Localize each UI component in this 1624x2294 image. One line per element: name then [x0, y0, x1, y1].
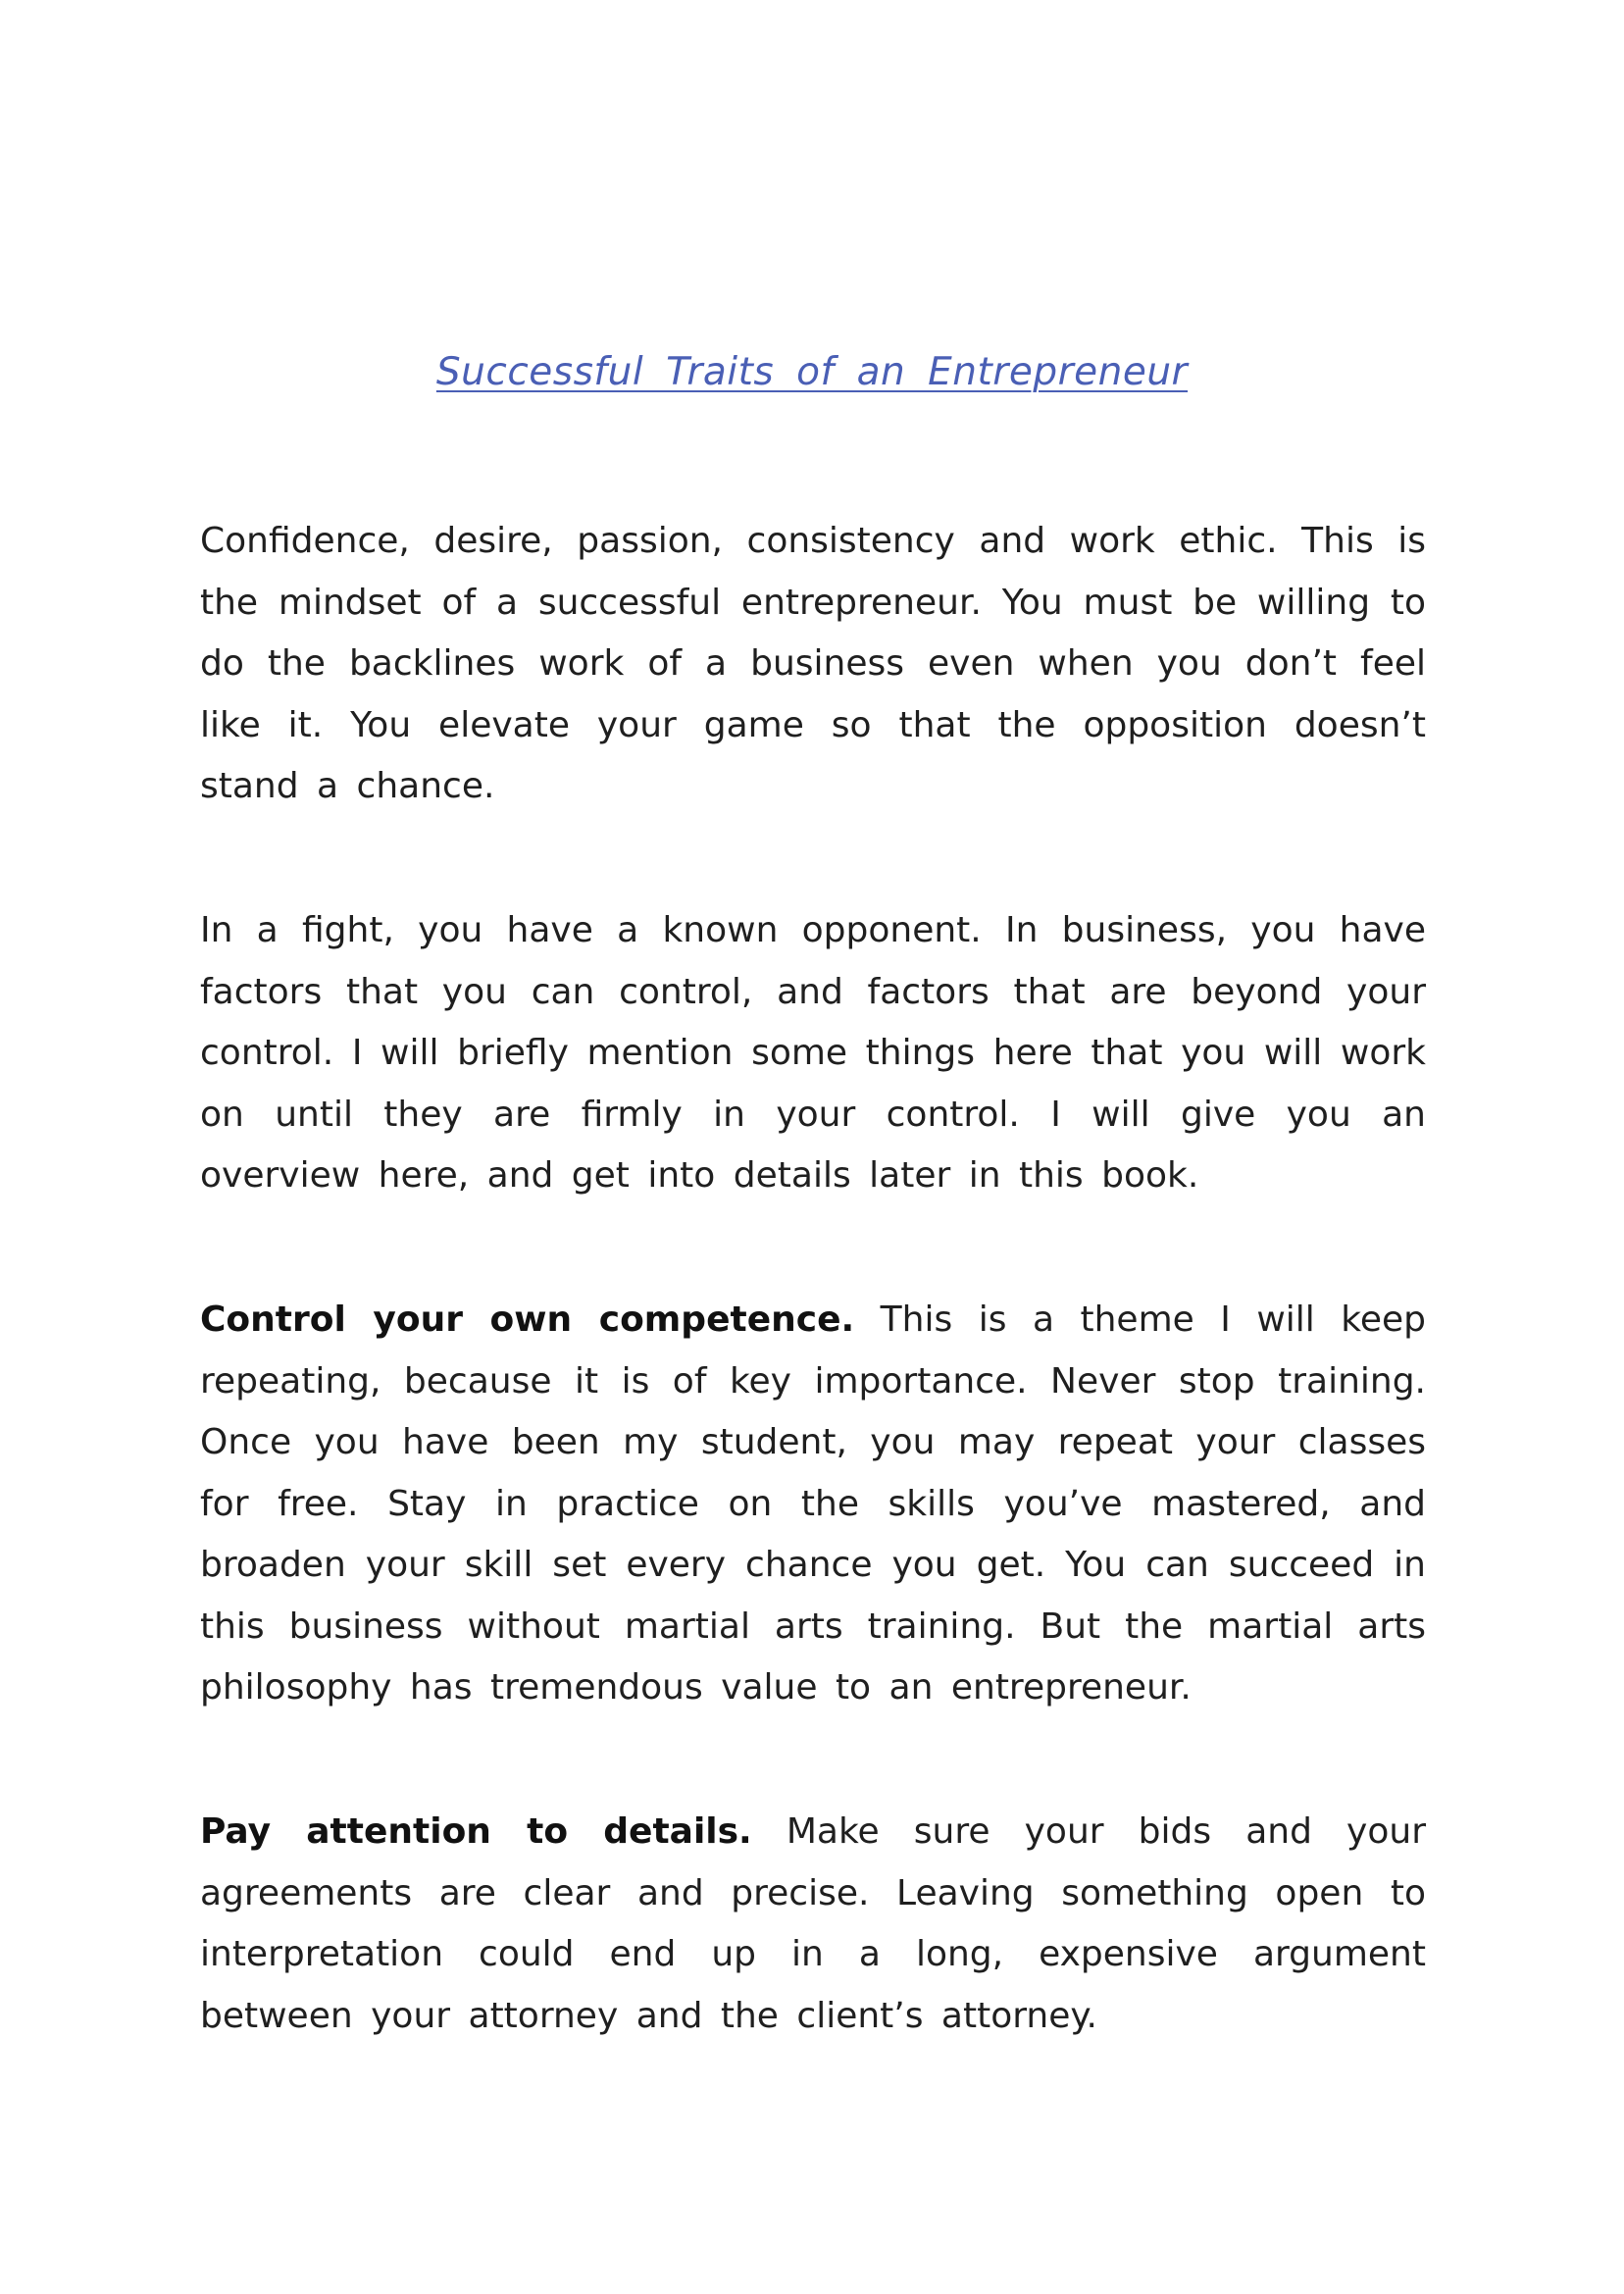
paragraph-lead: Pay attention to details. [200, 1811, 752, 1852]
paragraph-details [200, 1802, 1426, 2047]
paragraph-text: This is a theme I will keep repeating, because it is of key importance. Never stop training. Once you have been my student, you may repeat your classes for free. Stay in practice on the skills you’ve mastered, and broaden your skill set every chance you get. You can succeed in this business without martial arts training. But the martial arts philosophy has tremendous value to an entrepreneur. [200, 1300, 1427, 1708]
paragraph-mindset [200, 511, 1426, 818]
paragraph-lead: Control your own competence. [200, 1300, 855, 1340]
document-title: Successful Traits of an Entrepreneur [435, 350, 1189, 394]
paragraph-text: In a fight, you have a known opponent. In business, you have factors that you can control, and factors that are beyond your control. I will briefly mention some things here that you will work on until they are firmly in your control. I will give you an overview here, and get into details later in this book. [200, 910, 1426, 1196]
paragraph-text: Make sure your bids and your agreements are clear and precise. Leaving something open to interpretation could end up in a long, expensive argument between your attorney and the client’s attorney. [200, 1811, 1427, 2036]
paragraph-control-factors [200, 900, 1426, 1207]
paragraph-competence [200, 1290, 1426, 1719]
paragraph-text: Confidence, desire, passion, consistency and work ethic. This is the mindset of a successful entrepreneur. You must be willing to do the backlines work of a business even when you don’t feel like it. You elevate your game so that the opposition doesn’t stand a chance. [200, 521, 1426, 806]
